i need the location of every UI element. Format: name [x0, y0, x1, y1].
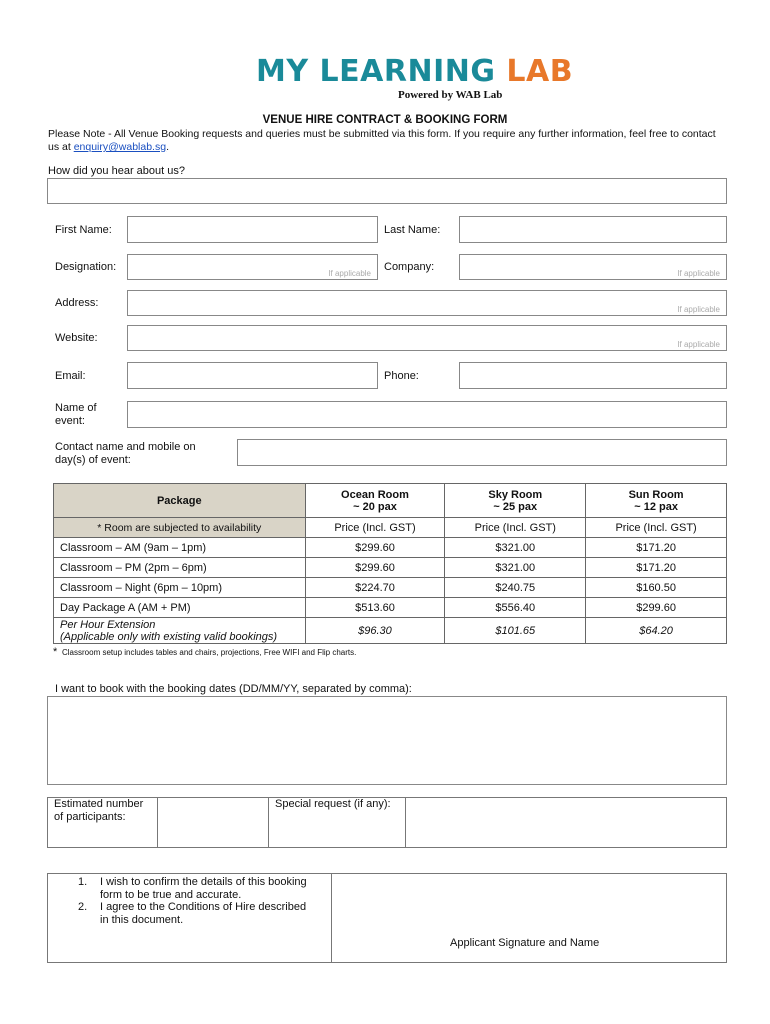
email-input[interactable]: [127, 362, 378, 389]
website-input[interactable]: [127, 325, 727, 351]
contact-label-line2: day(s) of event:: [55, 454, 131, 466]
event-name-label-line2: event:: [55, 415, 85, 427]
price-label: Price (Incl. GST): [305, 518, 445, 538]
logo-my: MY: [256, 54, 309, 89]
package-row: [54, 598, 727, 618]
address-label: Address:: [55, 297, 99, 309]
item-text: [100, 901, 306, 926]
footnote-star: *: [53, 646, 58, 658]
website-placeholder: If applicable: [677, 340, 720, 349]
room-header: [305, 484, 445, 518]
package-price: $299.60: [586, 598, 727, 618]
extension-price: $101.65: [445, 618, 586, 644]
designation-label: Designation:: [55, 261, 117, 273]
hear-about-label: How did you hear about us?: [48, 165, 185, 177]
package-table: [53, 483, 727, 644]
availability-note: * Room are subjected to availability: [54, 518, 306, 538]
package-row: [54, 538, 727, 558]
participants-label: [54, 798, 143, 824]
item-line: I agree to the Conditions of Hire described: [100, 901, 307, 913]
price-label: Price (Incl. GST): [586, 518, 727, 538]
package-price: $171.20: [586, 538, 727, 558]
phone-input[interactable]: [459, 362, 727, 389]
package-name: Classroom – Night (6pm – 10pm): [54, 578, 306, 598]
special-request-input[interactable]: [406, 798, 726, 847]
logo: [256, 54, 573, 90]
company-label: Company:: [384, 261, 435, 273]
participants-label-line2: of participants:: [54, 811, 126, 823]
package-price: $299.60: [305, 558, 445, 578]
booking-dates-input[interactable]: [47, 696, 727, 785]
designation-input[interactable]: [127, 254, 378, 280]
item-number: 1.: [78, 876, 88, 888]
confirmation-item: [78, 901, 307, 926]
package-price: $321.00: [445, 558, 586, 578]
booking-dates-label: I want to book with the booking dates (DD/MM/YY, separated by comma):: [55, 683, 412, 695]
participants-label-line1: Estimated number: [54, 798, 144, 810]
price-label: Price (Incl. GST): [445, 518, 586, 538]
price-label-row: [54, 518, 727, 538]
logo-lab: LAB: [506, 54, 574, 89]
room-pax: ~ 20 pax: [353, 500, 397, 513]
room-name: Sun Room: [628, 488, 684, 501]
extension-price: $96.30: [305, 618, 445, 644]
divider: [268, 797, 269, 848]
extension-line1: Per Hour Extension: [60, 618, 156, 631]
event-name-input[interactable]: [127, 401, 727, 428]
company-placeholder: If applicable: [677, 269, 720, 278]
website-label: Website:: [55, 332, 98, 344]
address-placeholder: If applicable: [677, 305, 720, 314]
room-name: Ocean Room: [341, 488, 409, 501]
note-end: .: [166, 141, 169, 153]
package-name: Classroom – AM (9am – 1pm): [54, 538, 306, 558]
package-price: $160.50: [586, 578, 727, 598]
logo-learning: LEARNING: [319, 54, 496, 89]
note-text: Please Note - All Venue Booking requests and queries must be submitted via this form. If you require any further information, feel free to contact us at: [48, 128, 716, 153]
phone-label: Phone:: [384, 370, 419, 382]
footnote: Classroom setup includes tables and chairs, projections, Free WIFI and Flip charts.: [62, 648, 357, 657]
participants-input[interactable]: [158, 798, 268, 847]
room-header: [586, 484, 727, 518]
item-text: [100, 876, 307, 901]
powered-by: Powered by WAB Lab: [398, 89, 503, 101]
form-note: [48, 128, 728, 154]
package-price: $171.20: [586, 558, 727, 578]
package-name: Classroom – PM (2pm – 6pm): [54, 558, 306, 578]
item-line: form to be true and accurate.: [100, 888, 242, 901]
package-price: $513.60: [305, 598, 445, 618]
form-title: VENUE HIRE CONTRACT & BOOKING FORM: [262, 114, 508, 126]
package-header-row: [54, 484, 727, 518]
item-number: 2.: [78, 901, 88, 913]
first-name-label: First Name:: [55, 224, 112, 236]
item-line: in this document.: [100, 913, 184, 926]
package-price: $556.40: [445, 598, 586, 618]
package-price: $224.70: [305, 578, 445, 598]
room-pax: ~ 25 pax: [493, 500, 538, 513]
room-name: Sky Room: [488, 488, 543, 501]
contact-input[interactable]: [237, 439, 727, 466]
room-pax: ~ 12 pax: [634, 500, 678, 513]
signature-label: Applicant Signature and Name: [450, 937, 600, 949]
company-input[interactable]: [459, 254, 727, 280]
room-header: [445, 484, 586, 518]
first-name-input[interactable]: [127, 216, 378, 243]
package-price: $321.00: [445, 538, 586, 558]
last-name-label: Last Name:: [384, 224, 441, 236]
extension-price: $64.20: [586, 618, 727, 644]
contact-label: [55, 441, 196, 467]
extension-name: [54, 618, 306, 644]
contact-email-link[interactable]: enquiry@wablab.sg: [73, 141, 167, 153]
event-name-label: [55, 402, 97, 428]
package-row: [54, 578, 727, 598]
extension-row: [54, 618, 727, 644]
confirmation-list: [78, 876, 307, 926]
package-header: Package: [54, 484, 306, 518]
package-price: $299.60: [305, 538, 445, 558]
contact-label-line1: Contact name and mobile on: [55, 441, 196, 453]
package-price: $240.75: [445, 578, 586, 598]
email-label: Email:: [55, 370, 86, 382]
designation-placeholder: If applicable: [328, 269, 371, 278]
item-line: I wish to confirm the details of this booking: [100, 876, 307, 888]
event-name-label-line1: Name of: [55, 402, 97, 414]
extension-line2: (Applicable only with existing valid bookings): [60, 630, 278, 643]
last-name-input[interactable]: [459, 216, 727, 243]
confirmation-item: [78, 876, 307, 901]
package-row: [54, 558, 727, 578]
package-name: Day Package A (AM + PM): [54, 598, 306, 618]
special-request-label: Special request (if any):: [275, 798, 391, 810]
address-input[interactable]: [127, 290, 727, 316]
hear-about-input[interactable]: [47, 178, 727, 204]
